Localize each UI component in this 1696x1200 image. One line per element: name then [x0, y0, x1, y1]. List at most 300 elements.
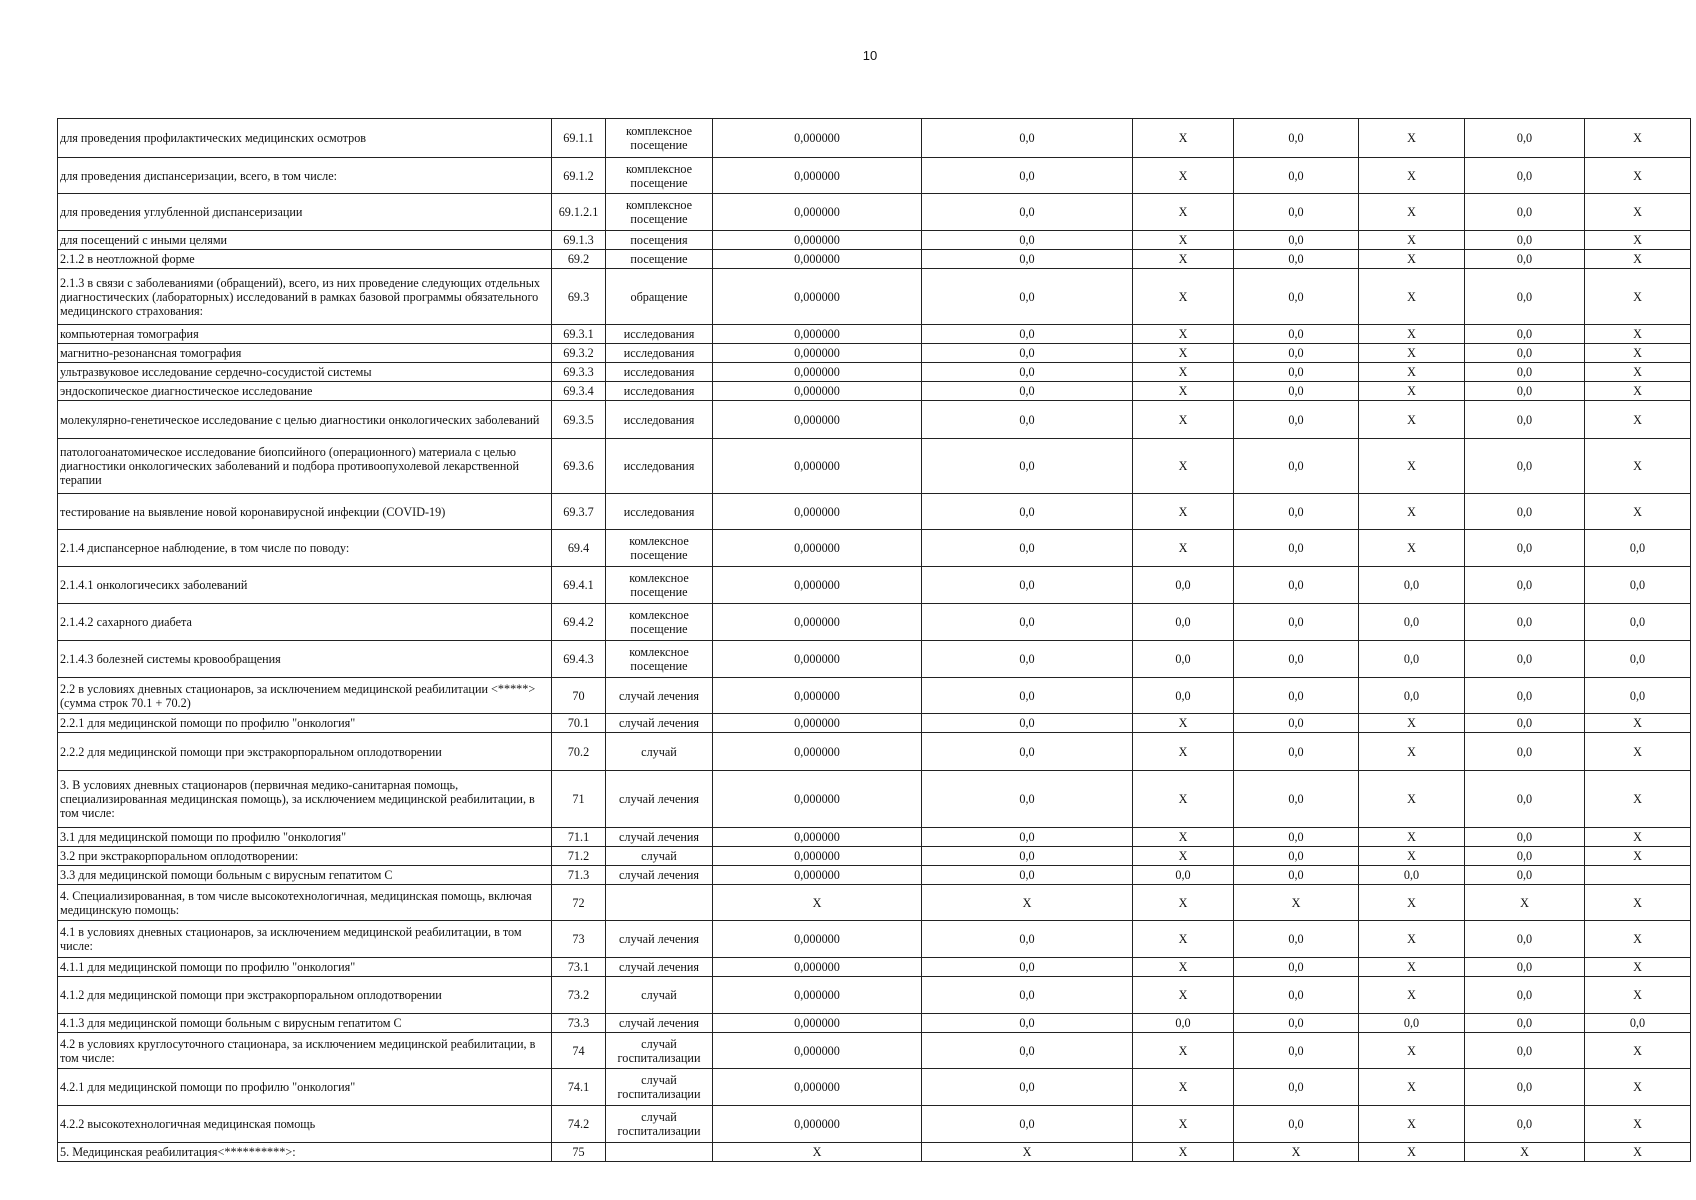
value-cell-2: 0,0 — [922, 194, 1133, 231]
row-name-cell: тестирование на выявление новой коронавирусной инфекции (COVID-19) — [58, 494, 552, 530]
row-name-cell: 4.1.1 для медицинской помощи по профилю "онкология" — [58, 958, 552, 977]
row-unit-cell: исследования — [606, 344, 713, 363]
table-row — [58, 977, 1691, 1014]
value-cell-5: X — [1359, 1143, 1465, 1162]
value-cell-3: X — [1133, 401, 1234, 439]
row-unit-cell — [606, 1143, 713, 1162]
row-name-cell: для посещений с иными целями — [58, 231, 552, 250]
row-unit-cell: случай лечения — [606, 921, 713, 958]
row-unit-cell: случай лечения — [606, 828, 713, 847]
value-cell-1: X — [713, 885, 922, 921]
row-code-cell: 69.3.7 — [552, 494, 606, 530]
value-cell-7: X — [1585, 1069, 1691, 1106]
value-cell-6: 0,0 — [1465, 567, 1585, 604]
value-cell-2: 0,0 — [922, 828, 1133, 847]
value-cell-3: X — [1133, 771, 1234, 828]
value-cell-6: 0,0 — [1465, 714, 1585, 733]
table-row — [58, 1106, 1691, 1143]
value-cell-7: X — [1585, 401, 1691, 439]
value-cell-1: 0,000000 — [713, 194, 922, 231]
row-code-cell: 72 — [552, 885, 606, 921]
table-body — [58, 119, 1691, 1162]
value-cell-7: X — [1585, 847, 1691, 866]
value-cell-6: 0,0 — [1465, 1033, 1585, 1069]
value-cell-4: 0,0 — [1234, 530, 1359, 567]
row-code-cell: 69.1.2 — [552, 158, 606, 194]
row-name-cell: 3.2 при экстракорпоральном оплодотворении: — [58, 847, 552, 866]
value-cell-6: 0,0 — [1465, 1069, 1585, 1106]
value-cell-3: X — [1133, 530, 1234, 567]
row-name-cell: 2.1.4 диспансерное наблюдение, в том числе по поводу: — [58, 530, 552, 567]
value-cell-6: 0,0 — [1465, 977, 1585, 1014]
value-cell-3: X — [1133, 119, 1234, 158]
value-cell-7: X — [1585, 714, 1691, 733]
value-cell-5: X — [1359, 401, 1465, 439]
value-cell-3: 0,0 — [1133, 604, 1234, 641]
row-code-cell: 73.2 — [552, 977, 606, 1014]
value-cell-5: X — [1359, 119, 1465, 158]
row-code-cell: 74 — [552, 1033, 606, 1069]
value-cell-1: 0,000000 — [713, 269, 922, 325]
value-cell-1: 0,000000 — [713, 828, 922, 847]
value-cell-3: 0,0 — [1133, 1014, 1234, 1033]
value-cell-5: 0,0 — [1359, 641, 1465, 678]
row-code-cell: 69.3.4 — [552, 382, 606, 401]
value-cell-7: X — [1585, 828, 1691, 847]
table-row — [58, 401, 1691, 439]
table-row — [58, 921, 1691, 958]
page-number: 10 — [862, 48, 878, 63]
row-name-cell: ультразвуковое исследование сердечно-сосудистой системы — [58, 363, 552, 382]
value-cell-7 — [1585, 866, 1691, 885]
value-cell-3: X — [1133, 885, 1234, 921]
value-cell-2: 0,0 — [922, 921, 1133, 958]
value-cell-2: X — [922, 1143, 1133, 1162]
row-name-cell: 4.1.2 для медицинской помощи при экстракорпоральном оплодотворении — [58, 977, 552, 1014]
row-unit-cell: комлексное посещение — [606, 530, 713, 567]
value-cell-7: 0,0 — [1585, 1014, 1691, 1033]
value-cell-4: 0,0 — [1234, 439, 1359, 494]
row-unit-cell — [606, 885, 713, 921]
value-cell-6: 0,0 — [1465, 847, 1585, 866]
value-cell-7: X — [1585, 885, 1691, 921]
value-cell-6: 0,0 — [1465, 641, 1585, 678]
value-cell-5: X — [1359, 439, 1465, 494]
value-cell-5: 0,0 — [1359, 678, 1465, 714]
row-name-cell: 2.2 в условиях дневных стационаров, за исключением медицинской реабилитации <*****> (сумма строк 70.1 + 70.2) — [58, 678, 552, 714]
value-cell-3: X — [1133, 733, 1234, 771]
row-code-cell: 69.2 — [552, 250, 606, 269]
value-cell-2: 0,0 — [922, 567, 1133, 604]
row-code-cell: 69.3.2 — [552, 344, 606, 363]
value-cell-3: X — [1133, 158, 1234, 194]
table-row — [58, 641, 1691, 678]
row-code-cell: 69.4.2 — [552, 604, 606, 641]
value-cell-7: X — [1585, 119, 1691, 158]
value-cell-3: X — [1133, 828, 1234, 847]
value-cell-7: X — [1585, 494, 1691, 530]
table-row — [58, 530, 1691, 567]
value-cell-1: 0,000000 — [713, 1069, 922, 1106]
value-cell-7: X — [1585, 325, 1691, 344]
value-cell-3: X — [1133, 439, 1234, 494]
value-cell-1: 0,000000 — [713, 401, 922, 439]
table-row — [58, 567, 1691, 604]
row-code-cell: 69.3.5 — [552, 401, 606, 439]
row-unit-cell: случай лечения — [606, 771, 713, 828]
row-code-cell: 70.2 — [552, 733, 606, 771]
row-code-cell: 71.2 — [552, 847, 606, 866]
value-cell-2: 0,0 — [922, 1014, 1133, 1033]
value-cell-4: 0,0 — [1234, 1106, 1359, 1143]
value-cell-5: X — [1359, 325, 1465, 344]
row-unit-cell: обращение — [606, 269, 713, 325]
table-row — [58, 958, 1691, 977]
row-unit-cell: случай госпитализации — [606, 1033, 713, 1069]
value-cell-5: X — [1359, 921, 1465, 958]
row-unit-cell: случай лечения — [606, 678, 713, 714]
value-cell-5: X — [1359, 363, 1465, 382]
row-code-cell: 69.3.3 — [552, 363, 606, 382]
value-cell-5: X — [1359, 1069, 1465, 1106]
row-unit-cell: посещения — [606, 231, 713, 250]
value-cell-7: 0,0 — [1585, 530, 1691, 567]
table-row — [58, 885, 1691, 921]
value-cell-5: X — [1359, 847, 1465, 866]
value-cell-2: 0,0 — [922, 325, 1133, 344]
value-cell-4: 0,0 — [1234, 828, 1359, 847]
row-name-cell: 3.1 для медицинской помощи по профилю "онкология" — [58, 828, 552, 847]
value-cell-4: 0,0 — [1234, 641, 1359, 678]
value-cell-2: 0,0 — [922, 119, 1133, 158]
row-unit-cell: случай лечения — [606, 1014, 713, 1033]
value-cell-4: 0,0 — [1234, 678, 1359, 714]
value-cell-6: 0,0 — [1465, 921, 1585, 958]
value-cell-5: X — [1359, 344, 1465, 363]
value-cell-2: 0,0 — [922, 714, 1133, 733]
value-cell-4: 0,0 — [1234, 325, 1359, 344]
row-unit-cell: случай лечения — [606, 958, 713, 977]
value-cell-5: X — [1359, 714, 1465, 733]
row-code-cell: 73 — [552, 921, 606, 958]
value-cell-4: 0,0 — [1234, 733, 1359, 771]
value-cell-3: X — [1133, 1033, 1234, 1069]
row-unit-cell: посещение — [606, 250, 713, 269]
table-row — [58, 250, 1691, 269]
value-cell-6: 0,0 — [1465, 119, 1585, 158]
value-cell-6: X — [1465, 885, 1585, 921]
value-cell-2: 0,0 — [922, 977, 1133, 1014]
value-cell-6: 0,0 — [1465, 382, 1585, 401]
value-cell-5: X — [1359, 494, 1465, 530]
value-cell-5: X — [1359, 885, 1465, 921]
row-unit-cell: исследования — [606, 325, 713, 344]
row-code-cell: 69.4.3 — [552, 641, 606, 678]
row-name-cell: 2.2.1 для медицинской помощи по профилю "онкология" — [58, 714, 552, 733]
value-cell-3: X — [1133, 977, 1234, 1014]
row-code-cell: 69.1.1 — [552, 119, 606, 158]
row-name-cell: 3. В условиях дневных стационаров (первичная медико-санитарная помощь, специализированная медицинская помощь), за исключением медицинской реабилитации, в том числе: — [58, 771, 552, 828]
row-code-cell: 69.4.1 — [552, 567, 606, 604]
value-cell-1: 0,000000 — [713, 866, 922, 885]
value-cell-7: X — [1585, 194, 1691, 231]
row-name-cell: магнитно-резонансная томография — [58, 344, 552, 363]
row-name-cell: 4.2.1 для медицинской помощи по профилю "онкология" — [58, 1069, 552, 1106]
table-row — [58, 866, 1691, 885]
value-cell-4: 0,0 — [1234, 250, 1359, 269]
row-code-cell: 69.3 — [552, 269, 606, 325]
row-name-cell: 4.1.3 для медицинской помощи больным с вирусным гепатитом С — [58, 1014, 552, 1033]
value-cell-4: 0,0 — [1234, 1033, 1359, 1069]
value-cell-3: X — [1133, 269, 1234, 325]
value-cell-2: 0,0 — [922, 269, 1133, 325]
row-unit-cell: случай лечения — [606, 714, 713, 733]
value-cell-1: 0,000000 — [713, 921, 922, 958]
row-name-cell: молекулярно-генетическое исследование с целью диагностики онкологических заболеваний — [58, 401, 552, 439]
value-cell-3: X — [1133, 194, 1234, 231]
value-cell-3: X — [1133, 231, 1234, 250]
value-cell-3: 0,0 — [1133, 678, 1234, 714]
table-row — [58, 828, 1691, 847]
value-cell-6: 0,0 — [1465, 344, 1585, 363]
value-cell-7: X — [1585, 382, 1691, 401]
value-cell-4: 0,0 — [1234, 866, 1359, 885]
value-cell-5: 0,0 — [1359, 604, 1465, 641]
value-cell-7: X — [1585, 250, 1691, 269]
value-cell-6: 0,0 — [1465, 866, 1585, 885]
row-unit-cell: комлексное посещение — [606, 567, 713, 604]
table-row — [58, 231, 1691, 250]
value-cell-5: X — [1359, 158, 1465, 194]
value-cell-1: 0,000000 — [713, 1033, 922, 1069]
value-cell-2: 0,0 — [922, 344, 1133, 363]
value-cell-7: 0,0 — [1585, 678, 1691, 714]
value-cell-5: X — [1359, 250, 1465, 269]
value-cell-6: 0,0 — [1465, 678, 1585, 714]
row-unit-cell: случай — [606, 733, 713, 771]
row-name-cell: 4.2.2 высокотехнологичная медицинская помощь — [58, 1106, 552, 1143]
value-cell-2: 0,0 — [922, 250, 1133, 269]
row-unit-cell: исследования — [606, 363, 713, 382]
row-name-cell: 4.2 в условиях круглосуточного стационара, за исключением медицинской реабилитации, в том числе: — [58, 1033, 552, 1069]
value-cell-2: 0,0 — [922, 641, 1133, 678]
value-cell-1: 0,000000 — [713, 714, 922, 733]
table-row — [58, 1143, 1691, 1162]
value-cell-2: 0,0 — [922, 530, 1133, 567]
value-cell-6: 0,0 — [1465, 158, 1585, 194]
value-cell-6: 0,0 — [1465, 530, 1585, 567]
value-cell-7: X — [1585, 231, 1691, 250]
value-cell-2: 0,0 — [922, 439, 1133, 494]
value-cell-7: X — [1585, 1033, 1691, 1069]
value-cell-7: X — [1585, 439, 1691, 494]
value-cell-4: 0,0 — [1234, 401, 1359, 439]
table-row — [58, 439, 1691, 494]
value-cell-7: X — [1585, 1143, 1691, 1162]
row-name-cell: компьютерная томография — [58, 325, 552, 344]
value-cell-1: 0,000000 — [713, 382, 922, 401]
row-code-cell: 69.4 — [552, 530, 606, 567]
table-row — [58, 1014, 1691, 1033]
value-cell-3: X — [1133, 1106, 1234, 1143]
value-cell-1: 0,000000 — [713, 977, 922, 1014]
value-cell-1: 0,000000 — [713, 641, 922, 678]
value-cell-4: 0,0 — [1234, 977, 1359, 1014]
value-cell-2: 0,0 — [922, 494, 1133, 530]
value-cell-1: 0,000000 — [713, 363, 922, 382]
value-cell-4: 0,0 — [1234, 604, 1359, 641]
value-cell-2: 0,0 — [922, 231, 1133, 250]
value-cell-7: X — [1585, 363, 1691, 382]
value-cell-2: 0,0 — [922, 158, 1133, 194]
value-cell-6: 0,0 — [1465, 325, 1585, 344]
value-cell-3: X — [1133, 382, 1234, 401]
value-cell-6: 0,0 — [1465, 958, 1585, 977]
value-cell-5: X — [1359, 1033, 1465, 1069]
value-cell-6: 0,0 — [1465, 1014, 1585, 1033]
value-cell-1: 0,000000 — [713, 604, 922, 641]
value-cell-7: X — [1585, 921, 1691, 958]
value-cell-4: 0,0 — [1234, 921, 1359, 958]
value-cell-1: 0,000000 — [713, 1106, 922, 1143]
value-cell-3: X — [1133, 958, 1234, 977]
value-cell-2: 0,0 — [922, 1033, 1133, 1069]
value-cell-5: X — [1359, 958, 1465, 977]
value-cell-6: 0,0 — [1465, 401, 1585, 439]
value-cell-2: 0,0 — [922, 1106, 1133, 1143]
value-cell-7: X — [1585, 733, 1691, 771]
value-cell-2: 0,0 — [922, 604, 1133, 641]
value-cell-3: 0,0 — [1133, 866, 1234, 885]
value-cell-5: X — [1359, 530, 1465, 567]
value-cell-4: 0,0 — [1234, 958, 1359, 977]
value-cell-5: X — [1359, 269, 1465, 325]
row-name-cell: 5. Медицинская реабилитация<**********>: — [58, 1143, 552, 1162]
table-row — [58, 344, 1691, 363]
value-cell-7: X — [1585, 344, 1691, 363]
row-code-cell: 69.3.1 — [552, 325, 606, 344]
value-cell-2: 0,0 — [922, 733, 1133, 771]
value-cell-7: 0,0 — [1585, 604, 1691, 641]
value-cell-5: X — [1359, 231, 1465, 250]
table-row — [58, 325, 1691, 344]
value-cell-6: 0,0 — [1465, 363, 1585, 382]
value-cell-6: X — [1465, 1143, 1585, 1162]
value-cell-4: 0,0 — [1234, 714, 1359, 733]
table-row — [58, 714, 1691, 733]
value-cell-4: 0,0 — [1234, 494, 1359, 530]
value-cell-2: 0,0 — [922, 382, 1133, 401]
value-cell-7: X — [1585, 958, 1691, 977]
row-code-cell: 70.1 — [552, 714, 606, 733]
row-unit-cell: исследования — [606, 382, 713, 401]
value-cell-3: X — [1133, 714, 1234, 733]
value-cell-3: X — [1133, 250, 1234, 269]
value-cell-4: X — [1234, 885, 1359, 921]
value-cell-2: 0,0 — [922, 678, 1133, 714]
row-unit-cell: комлексное посещение — [606, 641, 713, 678]
row-unit-cell: случай — [606, 847, 713, 866]
value-cell-5: X — [1359, 194, 1465, 231]
table-row — [58, 158, 1691, 194]
value-cell-6: 0,0 — [1465, 439, 1585, 494]
row-name-cell: 3.3 для медицинской помощи больным с вирусным гепатитом С — [58, 866, 552, 885]
value-cell-7: X — [1585, 269, 1691, 325]
row-name-cell: 4.1 в условиях дневных стационаров, за исключением медицинской реабилитации, в том числе: — [58, 921, 552, 958]
value-cell-1: 0,000000 — [713, 1014, 922, 1033]
table-row — [58, 604, 1691, 641]
value-cell-6: 0,0 — [1465, 231, 1585, 250]
row-code-cell: 70 — [552, 678, 606, 714]
value-cell-2: 0,0 — [922, 847, 1133, 866]
value-cell-5: X — [1359, 733, 1465, 771]
row-unit-cell: случай госпитализации — [606, 1106, 713, 1143]
value-cell-4: 0,0 — [1234, 119, 1359, 158]
value-cell-3: X — [1133, 1069, 1234, 1106]
row-name-cell: 2.1.4.1 онкологичесикх заболеваний — [58, 567, 552, 604]
value-cell-4: 0,0 — [1234, 194, 1359, 231]
value-cell-1: 0,000000 — [713, 325, 922, 344]
table-row — [58, 1033, 1691, 1069]
value-cell-7: X — [1585, 977, 1691, 1014]
value-cell-4: 0,0 — [1234, 382, 1359, 401]
value-cell-5: 0,0 — [1359, 1014, 1465, 1033]
value-cell-1: 0,000000 — [713, 771, 922, 828]
value-cell-1: 0,000000 — [713, 847, 922, 866]
row-name-cell: 2.1.2 в неотложной форме — [58, 250, 552, 269]
row-code-cell: 71.1 — [552, 828, 606, 847]
row-unit-cell: исследования — [606, 401, 713, 439]
row-unit-cell: случай госпитализации — [606, 1069, 713, 1106]
row-code-cell: 73.3 — [552, 1014, 606, 1033]
value-cell-6: 0,0 — [1465, 194, 1585, 231]
value-cell-6: 0,0 — [1465, 1106, 1585, 1143]
row-code-cell: 69.1.3 — [552, 231, 606, 250]
value-cell-6: 0,0 — [1465, 733, 1585, 771]
row-name-cell: для проведения углубленной диспансеризации — [58, 194, 552, 231]
data-table — [57, 118, 1691, 1162]
row-unit-cell: случай лечения — [606, 866, 713, 885]
value-cell-1: 0,000000 — [713, 439, 922, 494]
value-cell-2: 0,0 — [922, 1069, 1133, 1106]
row-unit-cell: комплексное посещение — [606, 119, 713, 158]
value-cell-7: X — [1585, 158, 1691, 194]
value-cell-5: X — [1359, 382, 1465, 401]
value-cell-6: 0,0 — [1465, 771, 1585, 828]
value-cell-7: X — [1585, 1106, 1691, 1143]
row-unit-cell: исследования — [606, 494, 713, 530]
value-cell-2: 0,0 — [922, 363, 1133, 382]
value-cell-3: 0,0 — [1133, 567, 1234, 604]
row-unit-cell: исследования — [606, 439, 713, 494]
value-cell-1: 0,000000 — [713, 530, 922, 567]
value-cell-4: X — [1234, 1143, 1359, 1162]
row-unit-cell: комплексное посещение — [606, 194, 713, 231]
value-cell-2: 0,0 — [922, 771, 1133, 828]
value-cell-1: 0,000000 — [713, 494, 922, 530]
value-cell-6: 0,0 — [1465, 828, 1585, 847]
value-cell-3: X — [1133, 325, 1234, 344]
row-name-cell: для проведения профилактических медицинских осмотров — [58, 119, 552, 158]
value-cell-1: 0,000000 — [713, 678, 922, 714]
value-cell-1: 0,000000 — [713, 119, 922, 158]
value-cell-6: 0,0 — [1465, 604, 1585, 641]
table-row — [58, 494, 1691, 530]
value-cell-4: 0,0 — [1234, 1069, 1359, 1106]
value-cell-4: 0,0 — [1234, 771, 1359, 828]
value-cell-5: 0,0 — [1359, 866, 1465, 885]
row-code-cell: 71 — [552, 771, 606, 828]
